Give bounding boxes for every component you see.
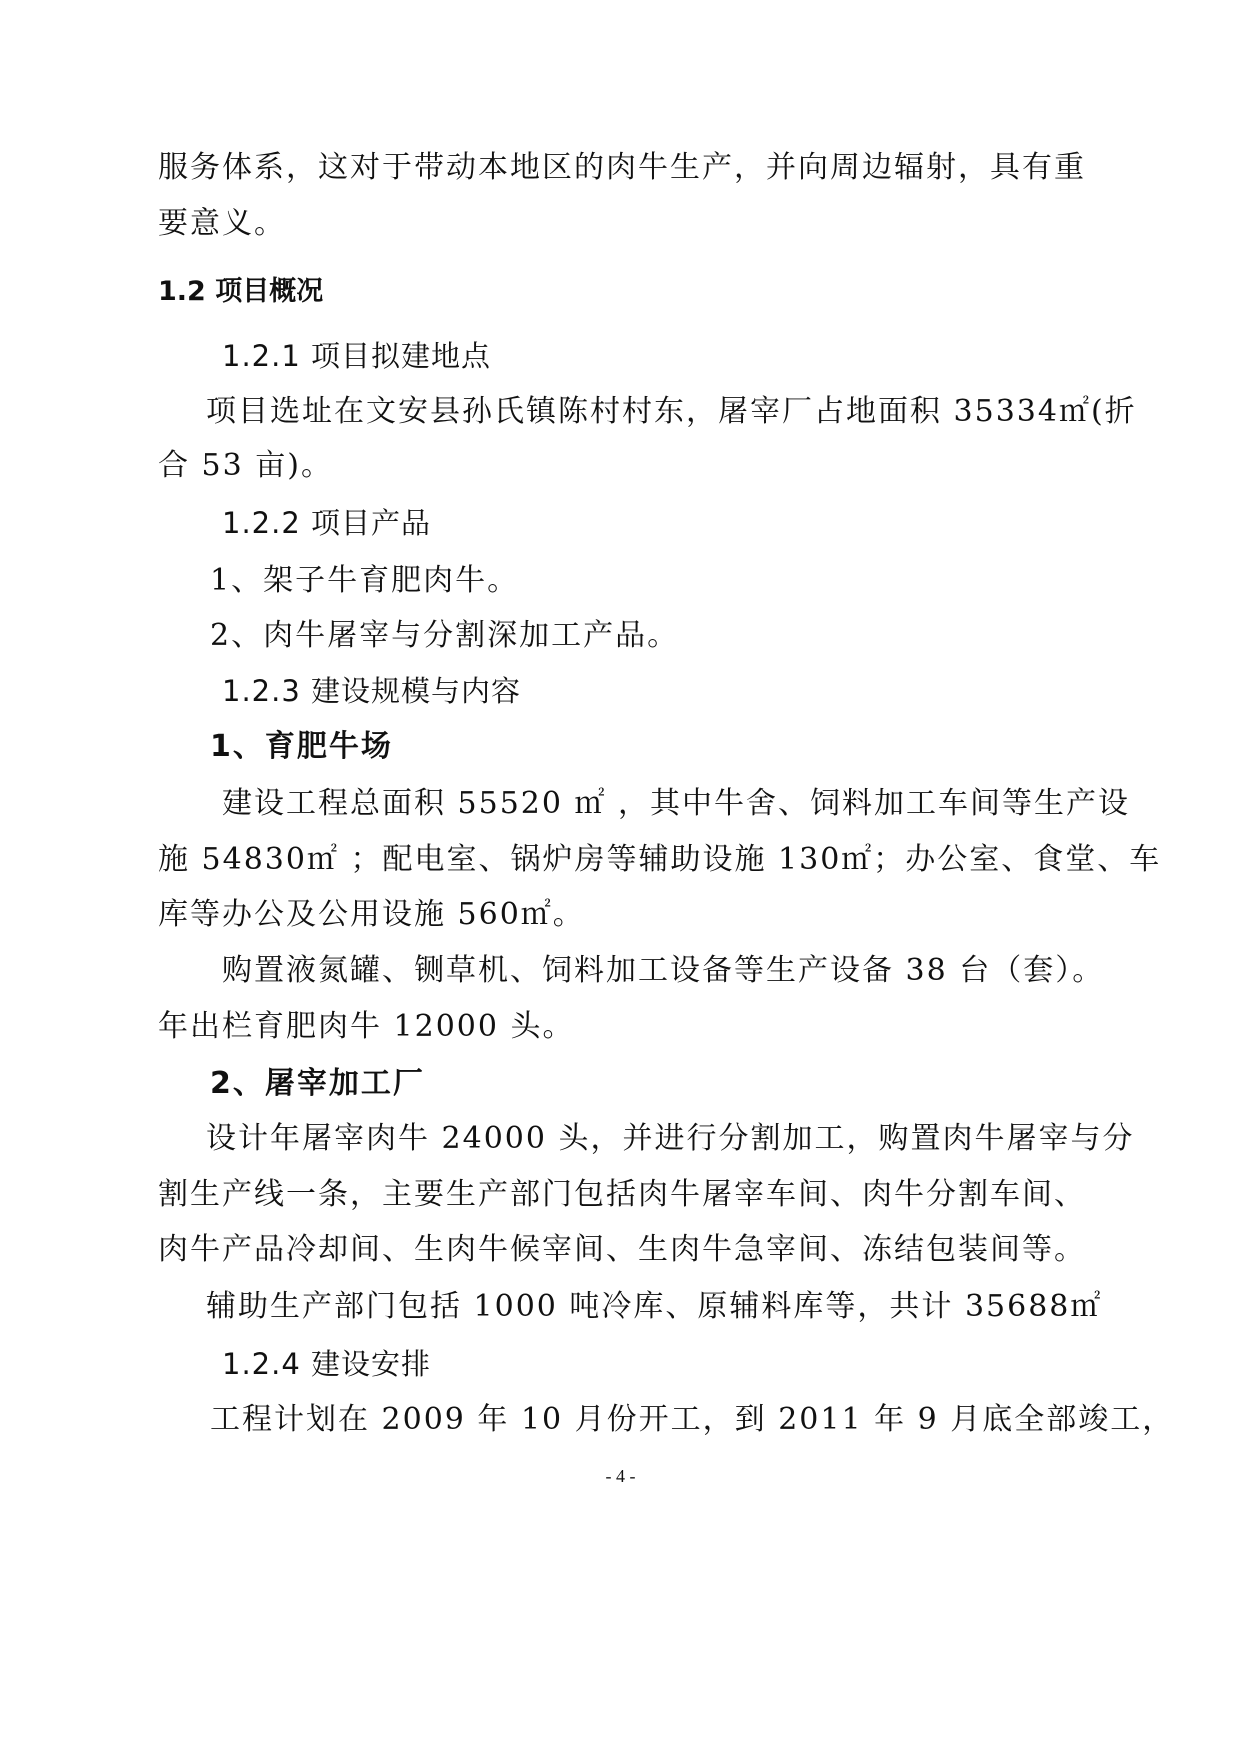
site-paragraph-line-1: 项目选址在文安县孙氏镇陈村村东，屠宰厂占地面积 35334㎡(折	[206, 394, 1137, 429]
fattening-farm-paragraph-line-2: 施 54830㎡ ；配电室、锅炉房等辅助设施 130㎡；办公室、食堂、车	[158, 842, 1162, 877]
fattening-farm-paragraph-line-1: 建设工程总面积 55520 ㎡ ，其中牛舍、饲料加工车间等生产设	[222, 786, 1131, 821]
equipment-paragraph-line-1: 购置液氮罐、铡草机、饲料加工设备等生产设备 38 台（套）。	[222, 953, 1105, 988]
page-number: - 4 -	[605, 1466, 636, 1486]
equipment-paragraph-line-2: 年出栏育肥肉牛 12000 头。	[158, 1009, 575, 1044]
section-heading-1-2: 1.2 项目概况	[158, 276, 324, 307]
site-paragraph-line-2: 合 53 亩)。	[158, 448, 333, 483]
intro-paragraph-line-1: 服务体系，这对于带动本地区的肉牛生产，并向周边辐射，具有重	[158, 150, 1086, 185]
section-heading-1-2-3: 1.2.3 建设规模与内容	[222, 674, 522, 708]
product-item-2: 2、肉牛屠宰与分割深加工产品。	[210, 618, 680, 653]
schedule-paragraph-line-1: 工程计划在 2009 年 10 月份开工，到 2011 年 9 月底全部竣工，	[210, 1402, 1175, 1437]
slaughterhouse-paragraph-line-1: 设计年屠宰肉牛 24000 头，并进行分割加工，购置肉牛屠宰与分	[206, 1121, 1135, 1156]
fattening-farm-paragraph-line-3: 库等办公及公用设施 560㎡。	[158, 897, 585, 932]
section-heading-1-2-4: 1.2.4 建设安排	[222, 1347, 432, 1381]
section-heading-1-2-2: 1.2.2 项目产品	[222, 506, 432, 540]
subheading-slaughterhouse: 2、屠宰加工厂	[210, 1066, 425, 1101]
subheading-fattening-farm: 1、育肥牛场	[210, 729, 393, 764]
intro-paragraph-line-2: 要意义。	[158, 206, 286, 241]
slaughterhouse-paragraph-line-2: 割生产线一条，主要生产部门包括肉牛屠宰车间、肉牛分割车间、	[158, 1177, 1086, 1212]
auxiliary-paragraph-line-1: 辅助生产部门包括 1000 吨冷库、原辅料库等，共计 35688㎡	[206, 1289, 1103, 1324]
slaughterhouse-paragraph-line-3: 肉牛产品冷却间、生肉牛候宰间、生肉牛急宰间、冻结包装间等。	[158, 1232, 1086, 1267]
section-heading-1-2-1: 1.2.1 项目拟建地点	[222, 339, 492, 373]
product-item-1: 1、架子牛育肥肉牛。	[210, 563, 520, 598]
